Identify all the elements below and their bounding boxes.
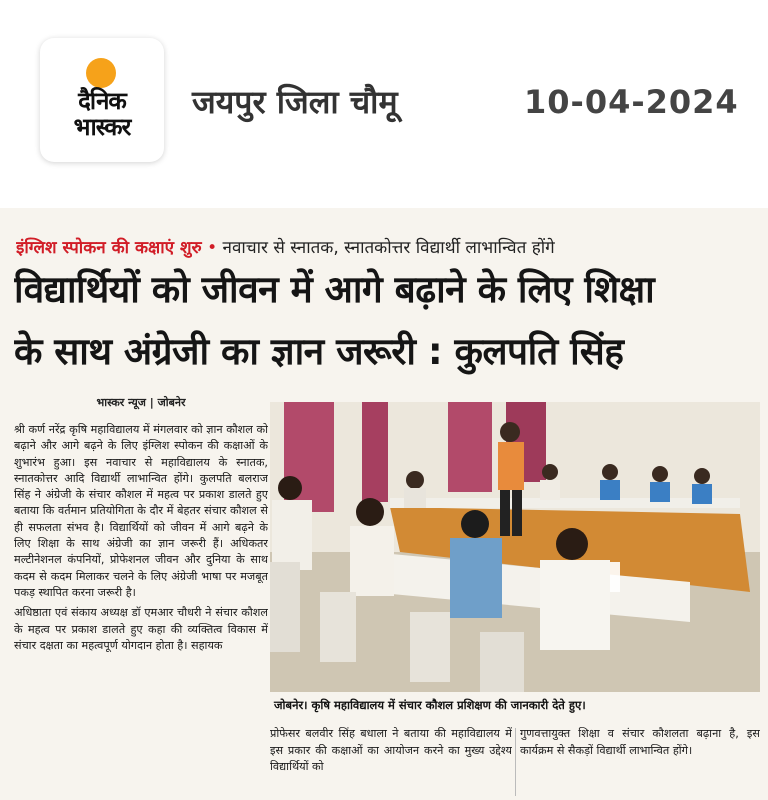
kicker-highlight: इंग्लिश स्पोकन की कक्षाएं शुरु xyxy=(16,238,202,258)
article-paragraph-2: अधिष्ठाता एवं संकाय अध्यक्ष डॉ एमआर चौधरी ने संचार कौशल के महत्व पर प्रकाश डालते हुए कहा की व्यक्तित्व विकास में संचार दक्षता का महत्वपूर्ण योगदान होता है। सहायक xyxy=(14,606,268,652)
headline-line-2: के साथ अंग्रेजी का ज्ञान जरूरी : कुलपति सिंह xyxy=(14,330,624,373)
article-paragraph-1: श्री कर्ण नरेंद्र कृषि महाविद्यालय में मंगलवार को ज्ञान कौशल को बढ़ाने और आगे बढ़ने के लिए इंग्लिश स्पोकन की कक्षाओं के शुभारंभ हुआ। इस नवाचार से महाविद्यालय के स्नातक, स्नातकोत्तर आदि विद्यार्थी लाभान्वित होंगे। कुलपति बलराज सिंह ने अंग्रेजी के संचार कौशल में महत्व पर प्रकाश डालते हुए बताया कि वर्तमान प्रतियोगिता के दौर में बेहतर संचार कौशल से ही सफलता संभव है। विद्यार्थियों को जीवन में आगे बढ़ने के लिए शिक्षा के साथ अंग्रेजी का ज्ञान जरूरी हैं। अधिकतर मल्टीनेशनल कंपनियों, प्रोफेशनल जीवन और दुनिया के साथ कदम से कदम मिलाकर चलने के लिए अंग्रेजी भाषा पर मजबूत पकड़ स्थापित करना जरूरी है। xyxy=(14,423,268,599)
edition-date: 10-04-2024 xyxy=(524,83,739,121)
kicker-subtitle: नवाचार से स्नातक, स्नातकोत्तर विद्यार्थी लाभान्वित होंगे xyxy=(222,238,555,258)
byline: भास्कर न्यूज | जोबनेर xyxy=(96,396,186,409)
article-column-1 xyxy=(14,422,268,794)
logo-text-line2: भास्कर xyxy=(73,113,131,141)
dainik-bhaskar-logo xyxy=(40,38,164,162)
sun-logo-icon xyxy=(86,58,116,88)
headline-line-1: विद्यार्थियों को जीवन में आगे बढ़ाने के लिए शिक्षा xyxy=(14,268,655,311)
kicker-bullet: • xyxy=(207,238,218,258)
classroom-photo-illustration xyxy=(270,402,760,692)
edition-place: जयपुर जिला चौमू xyxy=(192,83,398,121)
post-header xyxy=(0,0,768,190)
article-column-2: प्रोफेसर बलवीर सिंह बधाला ने बताया की महाविद्यालय में इस प्रकार की कक्षाओं का आयोजन करने का मुख्य उद्देश्य विद्यार्थियों को xyxy=(270,727,512,774)
newspaper-clipping xyxy=(0,208,768,800)
kicker-line xyxy=(16,234,756,262)
article-column-3: गुणवत्तायुक्त शिक्षा व संचार कौशलता बढ़ाना है, इस कार्यक्रम से सैकड़ों विद्यार्थी लाभान्वित होंगे। xyxy=(520,727,760,757)
classroom-photo xyxy=(270,402,760,692)
photo-caption: जोबनेर। कृषि महाविद्यालय में संचार कौशल प्रशिक्षण की जानकारी देते हुए। xyxy=(270,692,760,718)
column-divider xyxy=(515,728,516,796)
logo-text-line1: दैनिक xyxy=(78,87,126,115)
